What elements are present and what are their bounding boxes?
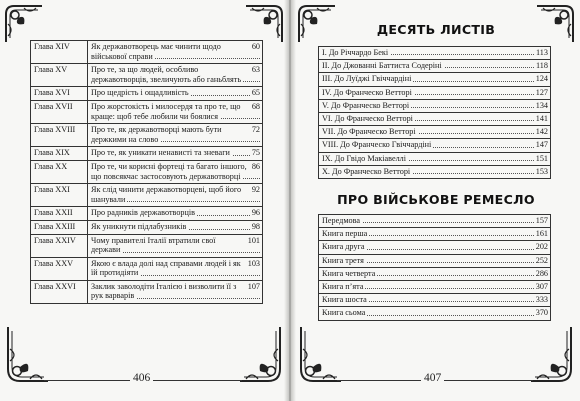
entry [322, 242, 548, 251]
entry-title: IX. До Гвідо Макіавеллі [322, 153, 407, 163]
chapter-label: Глава XIV [31, 41, 88, 64]
entry-title: X. До Франческо Ветторі [322, 166, 411, 176]
entry-cell [88, 147, 263, 161]
table-row [31, 124, 263, 147]
table-row [319, 60, 551, 73]
table-row [319, 126, 551, 139]
entry-cell [319, 113, 551, 126]
entry-title: Передмова [322, 216, 360, 225]
table-row [319, 47, 551, 60]
table-row [31, 280, 263, 303]
entry-title: Як слід чинити державотворцеві, щоб його шанували [91, 185, 242, 204]
chapter-label: Глава XXII [31, 207, 88, 221]
entry-cell [319, 281, 551, 294]
page-ref: 124 [535, 74, 548, 84]
page-ref: 153 [535, 166, 548, 176]
table-row [31, 220, 263, 234]
chapter-label: Глава XVII [31, 100, 88, 123]
entry-title: Книга сьома [322, 308, 366, 318]
entry-title: Заклик заволодіти Італією і визволити її з рук варварів [91, 281, 237, 301]
page-ref: 141 [535, 114, 548, 124]
entry-cell [319, 241, 551, 254]
entry [322, 269, 548, 278]
page-ref: 147 [535, 140, 548, 150]
chapter-label: Глава XXV [31, 257, 88, 280]
table-row [319, 228, 551, 241]
page-ref: 86 [251, 161, 260, 171]
entry [322, 127, 548, 136]
entry [91, 148, 260, 158]
entry [322, 74, 548, 83]
entry [91, 65, 260, 84]
page-ref: 202 [535, 242, 548, 252]
entry [322, 154, 548, 163]
corner-ornament-top-left [4, 4, 44, 44]
corner-ornament-bottom-left [4, 325, 48, 385]
table-row [31, 207, 263, 221]
table-row [319, 113, 551, 126]
page-ref: 107 [247, 281, 260, 291]
right-page [291, 0, 580, 401]
entry [322, 88, 548, 97]
chapter-label: Глава XV [31, 64, 88, 87]
page-ref: 113 [536, 48, 548, 57]
entry-cell [88, 124, 263, 147]
page-ref: 118 [536, 61, 548, 71]
entry-cell [319, 60, 551, 73]
entry [322, 167, 548, 176]
table-row [319, 307, 551, 320]
table-row [319, 294, 551, 307]
entry-cell [319, 215, 551, 228]
entry-title: Як державотворець має чинити щодо військової справи [91, 42, 221, 61]
entry-cell [319, 86, 551, 99]
contents-table-chapters [30, 40, 263, 304]
entry [91, 102, 260, 121]
entry-title: Чому правителі Італії втратили свої держави [91, 235, 216, 255]
entry-cell [88, 87, 263, 101]
entry-cell [319, 228, 551, 241]
entry-cell [319, 307, 551, 320]
entry-cell [88, 41, 263, 64]
entry [91, 259, 260, 278]
table-row [319, 73, 551, 86]
entry-cell [319, 165, 551, 178]
table-row [319, 215, 551, 228]
entry-cell [319, 47, 551, 60]
entry-title: Про щедрість і ощадливість [91, 88, 189, 98]
table-row [319, 86, 551, 99]
page-ref: 307 [535, 282, 548, 292]
table-row [31, 234, 263, 257]
table-row [319, 152, 551, 165]
page-ref: 72 [251, 125, 260, 135]
entry [91, 222, 260, 232]
entry-cell [88, 100, 263, 123]
table-row [31, 147, 263, 161]
page-ref: 60 [251, 42, 260, 51]
page-ref: 75 [251, 148, 260, 158]
entry-cell [319, 152, 551, 165]
table-row [319, 241, 551, 254]
table-row [319, 165, 551, 178]
page-ref: 333 [535, 295, 548, 305]
entry-cell [319, 254, 551, 267]
entry [91, 125, 260, 144]
corner-ornament-bottom-left [297, 325, 341, 385]
entry-title: Про те, чи корисні фортеці та багато іншого, що повсякчас застосовують державотворці [91, 161, 247, 181]
table-row [31, 184, 263, 207]
chapter-label: Глава XXI [31, 184, 88, 207]
entry-title: Книга п’ята [322, 282, 364, 292]
entry-cell [88, 207, 263, 221]
entry-title: V. До Франческо Ветторі [322, 100, 410, 110]
table-row [319, 254, 551, 267]
page-number: 406 [130, 372, 153, 384]
chapter-label: Глава XXIV [31, 234, 88, 257]
entry [322, 282, 548, 291]
page-ref: 286 [535, 268, 548, 278]
page-ref: 161 [535, 229, 548, 239]
page-ref: 370 [535, 308, 548, 318]
corner-ornament-bottom-right [531, 325, 575, 385]
entry-title: Книга перша [322, 229, 368, 239]
page-number: 407 [421, 372, 444, 384]
entry-title: Про те, як уникати ненависті та зневаги [91, 148, 230, 158]
corner-ornament-bottom-right [240, 325, 284, 385]
entry [91, 88, 260, 98]
entry [91, 282, 260, 301]
chapter-label: Глава XVI [31, 87, 88, 101]
entry-cell [88, 160, 263, 183]
entry-title: Про жорстокість і милосердя та про те, що краще: щоб тебе любили чи боялися [91, 101, 241, 121]
page-ref: 98 [251, 221, 260, 231]
corner-ornament-top-right [535, 4, 575, 44]
entry-title: Якою є влада долі над справами людей і як їй протидіяти [91, 258, 241, 278]
table-row [31, 257, 263, 280]
table-row [31, 41, 263, 64]
table-row [319, 139, 551, 152]
entry-cell [319, 139, 551, 152]
page-ref: 127 [535, 87, 548, 97]
entry [322, 216, 548, 225]
page-ref: 134 [535, 100, 548, 110]
table-row [319, 281, 551, 294]
entry [91, 208, 260, 218]
table-row [31, 160, 263, 183]
entry-title: VI. До Франческо Ветторі [322, 114, 413, 124]
entry-cell [88, 257, 263, 280]
entry-cell [319, 294, 551, 307]
entry [91, 42, 260, 61]
entry [322, 101, 548, 110]
page-ref: 142 [535, 127, 548, 137]
entry-title: Як уникнути підлабузників [91, 221, 187, 231]
entry [91, 162, 260, 181]
entry [322, 229, 548, 238]
entry-cell [88, 234, 263, 257]
page-ref: 65 [251, 88, 260, 98]
page-ref: 68 [251, 101, 260, 111]
entry-title: Книга четверта [322, 268, 376, 278]
entry-cell [319, 99, 551, 112]
page-ref: 96 [251, 208, 260, 218]
table-row [31, 64, 263, 87]
entry-cell [319, 126, 551, 139]
entry-cell [319, 267, 551, 280]
entry-title: II. До Джованні Баттиста Содеріні [322, 61, 442, 71]
left-page [0, 0, 288, 401]
page-ref: 101 [247, 235, 260, 245]
section-heading-art-of-war: ПРО ВІЙСЬКОВЕ РЕМЕСЛО [337, 192, 535, 207]
section-heading-letters: ДЕСЯТЬ ЛИСТІВ [376, 22, 496, 37]
table-row [319, 99, 551, 112]
page-ref: 157 [535, 216, 548, 225]
table-row [31, 100, 263, 123]
entry [322, 114, 548, 123]
entry [322, 61, 548, 70]
entry-cell [88, 280, 263, 303]
entry-title: IV. До Франческо Ветторі [322, 87, 412, 97]
entry-title: Про радників державотворців [91, 208, 196, 218]
entry-title: VII. До Франческо Ветторі [322, 127, 416, 137]
table-row [319, 267, 551, 280]
page-ref: 63 [251, 65, 260, 75]
entry [91, 185, 260, 204]
entry-cell [88, 64, 263, 87]
contents-table-letters [318, 46, 551, 179]
entry-title: Книга друга [322, 242, 365, 252]
entry [322, 48, 548, 57]
entry-title: Книга шоста [322, 295, 367, 305]
entry-title: VIII. До Франческо Гвіччардіні [322, 140, 432, 150]
entry-cell [88, 184, 263, 207]
entry-cell [319, 73, 551, 86]
chapter-label: Глава XX [31, 160, 88, 183]
corner-ornament-top-right [244, 4, 284, 44]
entry-cell [88, 220, 263, 234]
chapter-label: Глава XVIII [31, 124, 88, 147]
entry-title: Книга третя [322, 255, 364, 265]
chapter-label: Глава XXVI [31, 280, 88, 303]
page-ref: 252 [535, 255, 548, 265]
entry [91, 236, 260, 255]
entry [322, 308, 548, 317]
entry-title: I. До Річчардо Бекі [322, 48, 389, 57]
chapter-label: Глава XIX [31, 147, 88, 161]
book-gutter [284, 0, 296, 401]
entry [322, 256, 548, 265]
page-ref: 92 [251, 185, 260, 195]
entry-title: Про те, як державотворці мають бути держкими на слово [91, 125, 222, 144]
page-ref: 151 [535, 153, 548, 163]
page-ref: 103 [247, 258, 260, 268]
table-row [31, 87, 263, 101]
entry [322, 295, 548, 304]
chapter-label: Глава XXIII [31, 220, 88, 234]
entry-title: III. До Луїджі Гвіччардіні [322, 74, 412, 84]
entry-title: Про те, за що людей, особливо державотворців, звеличують або ганьблять [91, 65, 242, 84]
entry [322, 140, 548, 149]
contents-table-books [318, 214, 551, 321]
